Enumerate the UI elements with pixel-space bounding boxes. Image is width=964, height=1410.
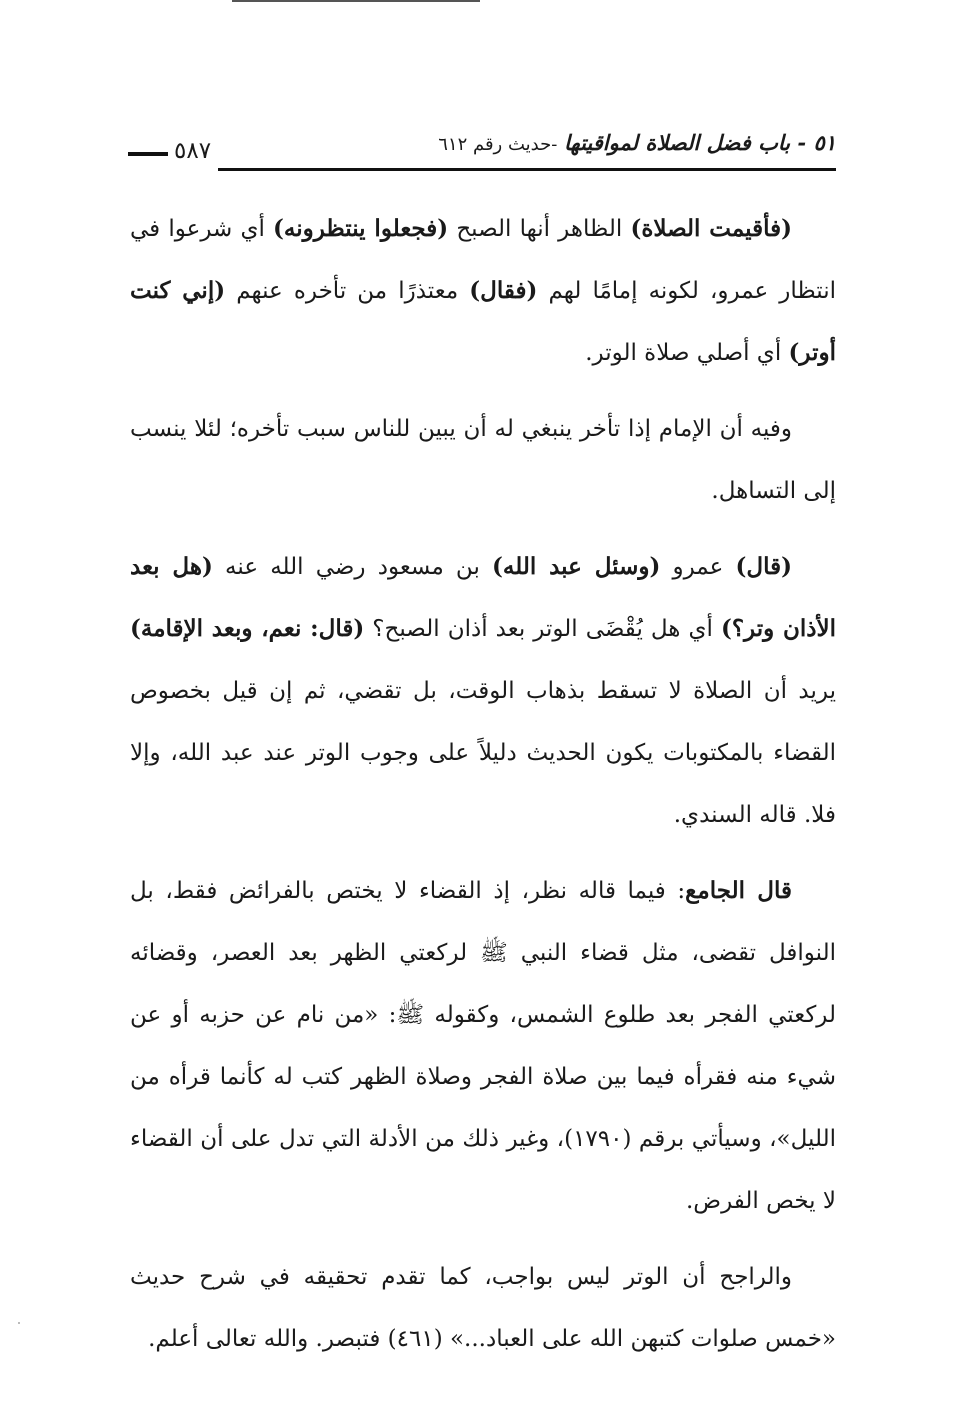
paragraph-1	[130, 198, 836, 384]
top-rule	[232, 0, 480, 2]
text-segment: (فجعلوا ينتظرونه)	[273, 215, 449, 242]
text-segment: (هل بعد الأذان وتر؟)	[130, 553, 836, 642]
text-segment: (قال)	[735, 553, 792, 580]
paragraph-5	[130, 1246, 836, 1370]
paragraph-3	[130, 536, 836, 846]
paragraph-2	[130, 398, 836, 522]
text-segment: : فيما قاله نظر، إذ القضاء لا يختص بالفرائض فقط، بل النوافل تقضى، مثل قضاء النبي ﷺ لركعتي الظهر بعد العصر، وقضائه لركعتي الفجر بعد طلوع الشمس، وكقوله ﷺ: «من نام عن حزبه أو عن شيء منه فقرأه فيما بين صلاة الفجر وصلاة الظهر كتب له كأنما قرأه من الليل»، وسيأتي برقم (١٧٩٠)، وغير ذلك من الأدلة التي تدل على أن القضاء لا يخص الفرض.	[130, 878, 836, 1214]
text-segment: والراجح أن الوتر ليس بواجب، كما تقدم تحقيقه في شرح حديث «خمس صلوات كتبهن الله على العباد...» (٤٦١) فتبصر. والله تعالى أعلم.	[130, 1264, 836, 1352]
scan-speck	[18, 1322, 20, 1324]
paragraph-4	[130, 860, 836, 1232]
text-segment: عمرو	[660, 554, 736, 580]
text-segment: يريد أن الصلاة لا تسقط بذهاب الوقت، بل تقضي، ثم إن قيل بخصوص القضاء بالمكتوبات يكون الحديث دليلاً على وجوب الوتر عند عبد الله، وإلا فلا. قاله السندي.	[130, 678, 836, 828]
page-number: ٥٨٧	[174, 138, 212, 164]
hadith-number: -حديث رقم ٦١٢	[438, 134, 558, 155]
text-segment: (قال: نعم، وبعد الإقامة)	[130, 615, 365, 642]
text-segment: بن مسعود رضي الله عنه	[212, 554, 493, 580]
running-header	[128, 128, 836, 174]
text-segment: أي شرعوا في انتظار عمرو، لكونه إمامًا لهم	[130, 216, 837, 304]
text-segment: أي هل يُقْضَى الوتر بعد أذان الصبح؟	[364, 616, 721, 642]
text-segment: الظاهر أنها الصبح	[448, 216, 631, 242]
chapter-title: ٥١ - باب فضل الصلاة لمواقيتها	[564, 130, 836, 155]
text-segment: (وسئل عبد الله)	[492, 553, 661, 580]
text-segment: (إني كنت أوتر)	[130, 277, 836, 366]
text-segment: (فقال)	[469, 277, 538, 304]
text-segment: معتذرًا من تأخره عنهم	[225, 278, 470, 304]
text-segment: (فأقيمت الصلاة)	[630, 215, 792, 242]
page-number-dash	[128, 152, 168, 156]
commentary-body	[130, 198, 836, 1384]
text-segment: أي أصلي صلاة الوتر.	[585, 340, 789, 366]
header-title	[438, 130, 836, 155]
text-segment: قال الجامع	[685, 877, 792, 904]
header-rule	[218, 168, 836, 171]
text-segment: وفيه أن الإمام إذا تأخر ينبغي له أن يبين للناس سبب تأخره؛ لئلا ينسب إلى التساهل.	[130, 416, 836, 504]
